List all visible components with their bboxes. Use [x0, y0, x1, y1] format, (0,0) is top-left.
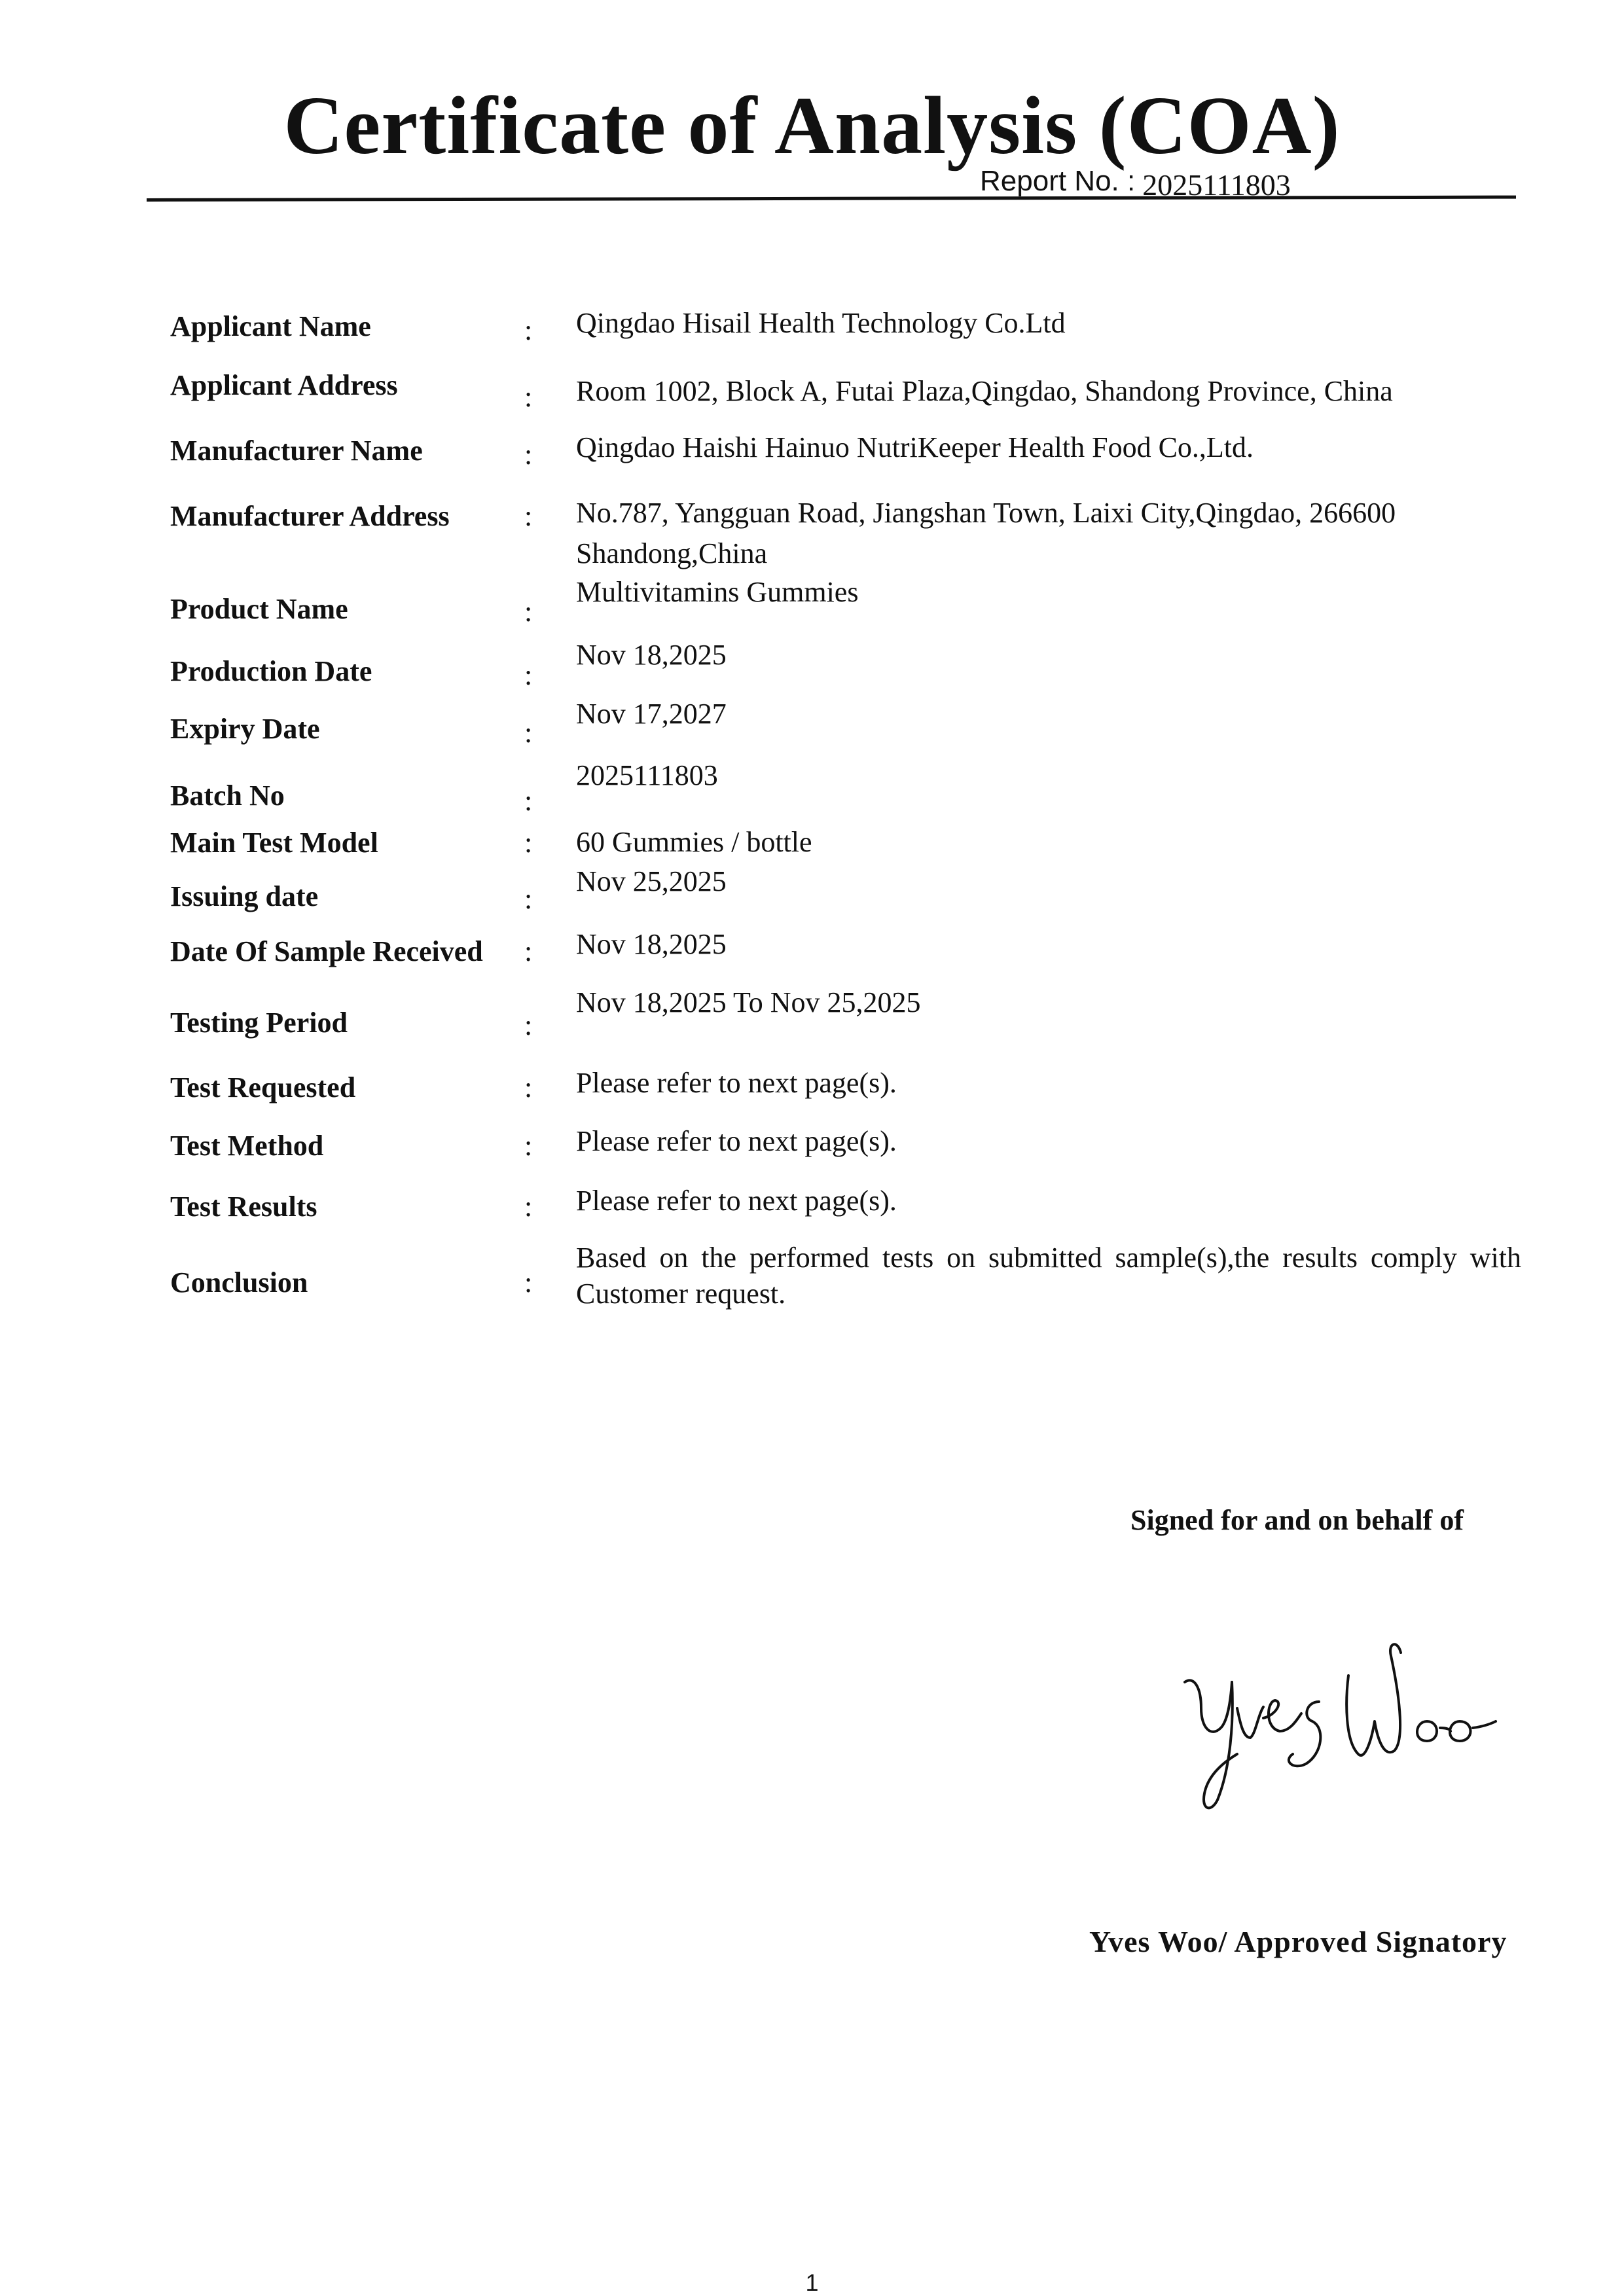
field-label: Manufacturer Address — [170, 500, 450, 532]
field-colon: : — [524, 500, 533, 532]
field-colon: : — [524, 1191, 533, 1223]
field-value: Nov 17,2027 — [576, 698, 727, 730]
field-label: Main Test Model — [170, 827, 378, 859]
field-label: Date Of Sample Received — [170, 935, 483, 967]
field-label: Test Method — [170, 1130, 324, 1162]
field-colon: : — [524, 659, 533, 691]
field-value: Qingdao Haishi Hainuo NutriKeeper Health Food Co.,Ltd. — [576, 431, 1254, 463]
field-value: Nov 18,2025 — [576, 639, 727, 671]
field-colon: : — [524, 439, 533, 471]
field-value: Room 1002, Block A, Futai Plaza,Qingdao, Shandong Province, China — [576, 375, 1393, 407]
field-value: Please refer to next page(s). — [576, 1185, 897, 1217]
field-value: No.787, Yangguan Road, Jiangshan Town, Laixi City,Qingdao, 266600 — [576, 497, 1396, 529]
field-value: Please refer to next page(s). — [576, 1125, 897, 1157]
field-value: Based on the performed tests on submitted sample(s),the results comply with Customer request. — [576, 1242, 1521, 1310]
signed-for-text: Signed for and on behalf of — [1130, 1504, 1464, 1536]
field-value: Qingdao Hisail Health Technology Co.Ltd — [576, 307, 1066, 339]
handwritten-signature — [1172, 1630, 1512, 1826]
report-number-label: Report No. : — [980, 165, 1136, 197]
field-colon: : — [524, 381, 533, 413]
field-value: Nov 18,2025 To Nov 25,2025 — [576, 986, 921, 1018]
field-label: Product Name — [170, 593, 348, 625]
title-divider — [147, 196, 1516, 202]
field-value: Nov 18,2025 — [576, 928, 727, 960]
field-colon: : — [524, 785, 533, 817]
field-colon: : — [524, 314, 533, 346]
field-label: Issuing date — [170, 880, 319, 912]
field-label: Batch No — [170, 780, 285, 812]
field-colon: : — [524, 1130, 533, 1162]
field-label: Conclusion — [170, 1266, 308, 1299]
field-value: 60 Gummies / bottle — [576, 826, 812, 858]
field-label: Applicant Address — [170, 369, 398, 401]
document-title: Certificate of Analysis (COA) — [283, 81, 1341, 171]
field-label: Test Results — [170, 1191, 317, 1223]
signatory-name: Yves Woo/ Approved Signatory — [1089, 1925, 1507, 1958]
field-value: Please refer to next page(s). — [576, 1067, 897, 1099]
field-label: Production Date — [170, 655, 372, 687]
page-number: 1 — [805, 2269, 819, 2296]
field-colon: : — [524, 596, 533, 628]
field-colon: : — [524, 827, 533, 859]
field-value: Multivitamins Gummies — [576, 576, 859, 608]
field-colon: : — [524, 1009, 533, 1041]
field-colon: : — [524, 1266, 533, 1299]
field-colon: : — [524, 1071, 533, 1103]
report-number-value: 2025111803 — [1142, 168, 1291, 202]
field-label: Applicant Name — [170, 310, 371, 342]
field-colon: : — [524, 717, 533, 749]
field-colon: : — [524, 883, 533, 915]
field-value-line2: Shandong,China — [576, 537, 768, 569]
field-value: Nov 25,2025 — [576, 865, 727, 897]
field-value: 2025111803 — [576, 759, 718, 791]
field-colon: : — [524, 935, 533, 967]
field-label: Manufacturer Name — [170, 435, 423, 467]
field-label: Test Requested — [170, 1071, 356, 1103]
report-number — [980, 161, 1291, 201]
field-label: Expiry Date — [170, 713, 320, 745]
field-label: Testing Period — [170, 1007, 348, 1039]
